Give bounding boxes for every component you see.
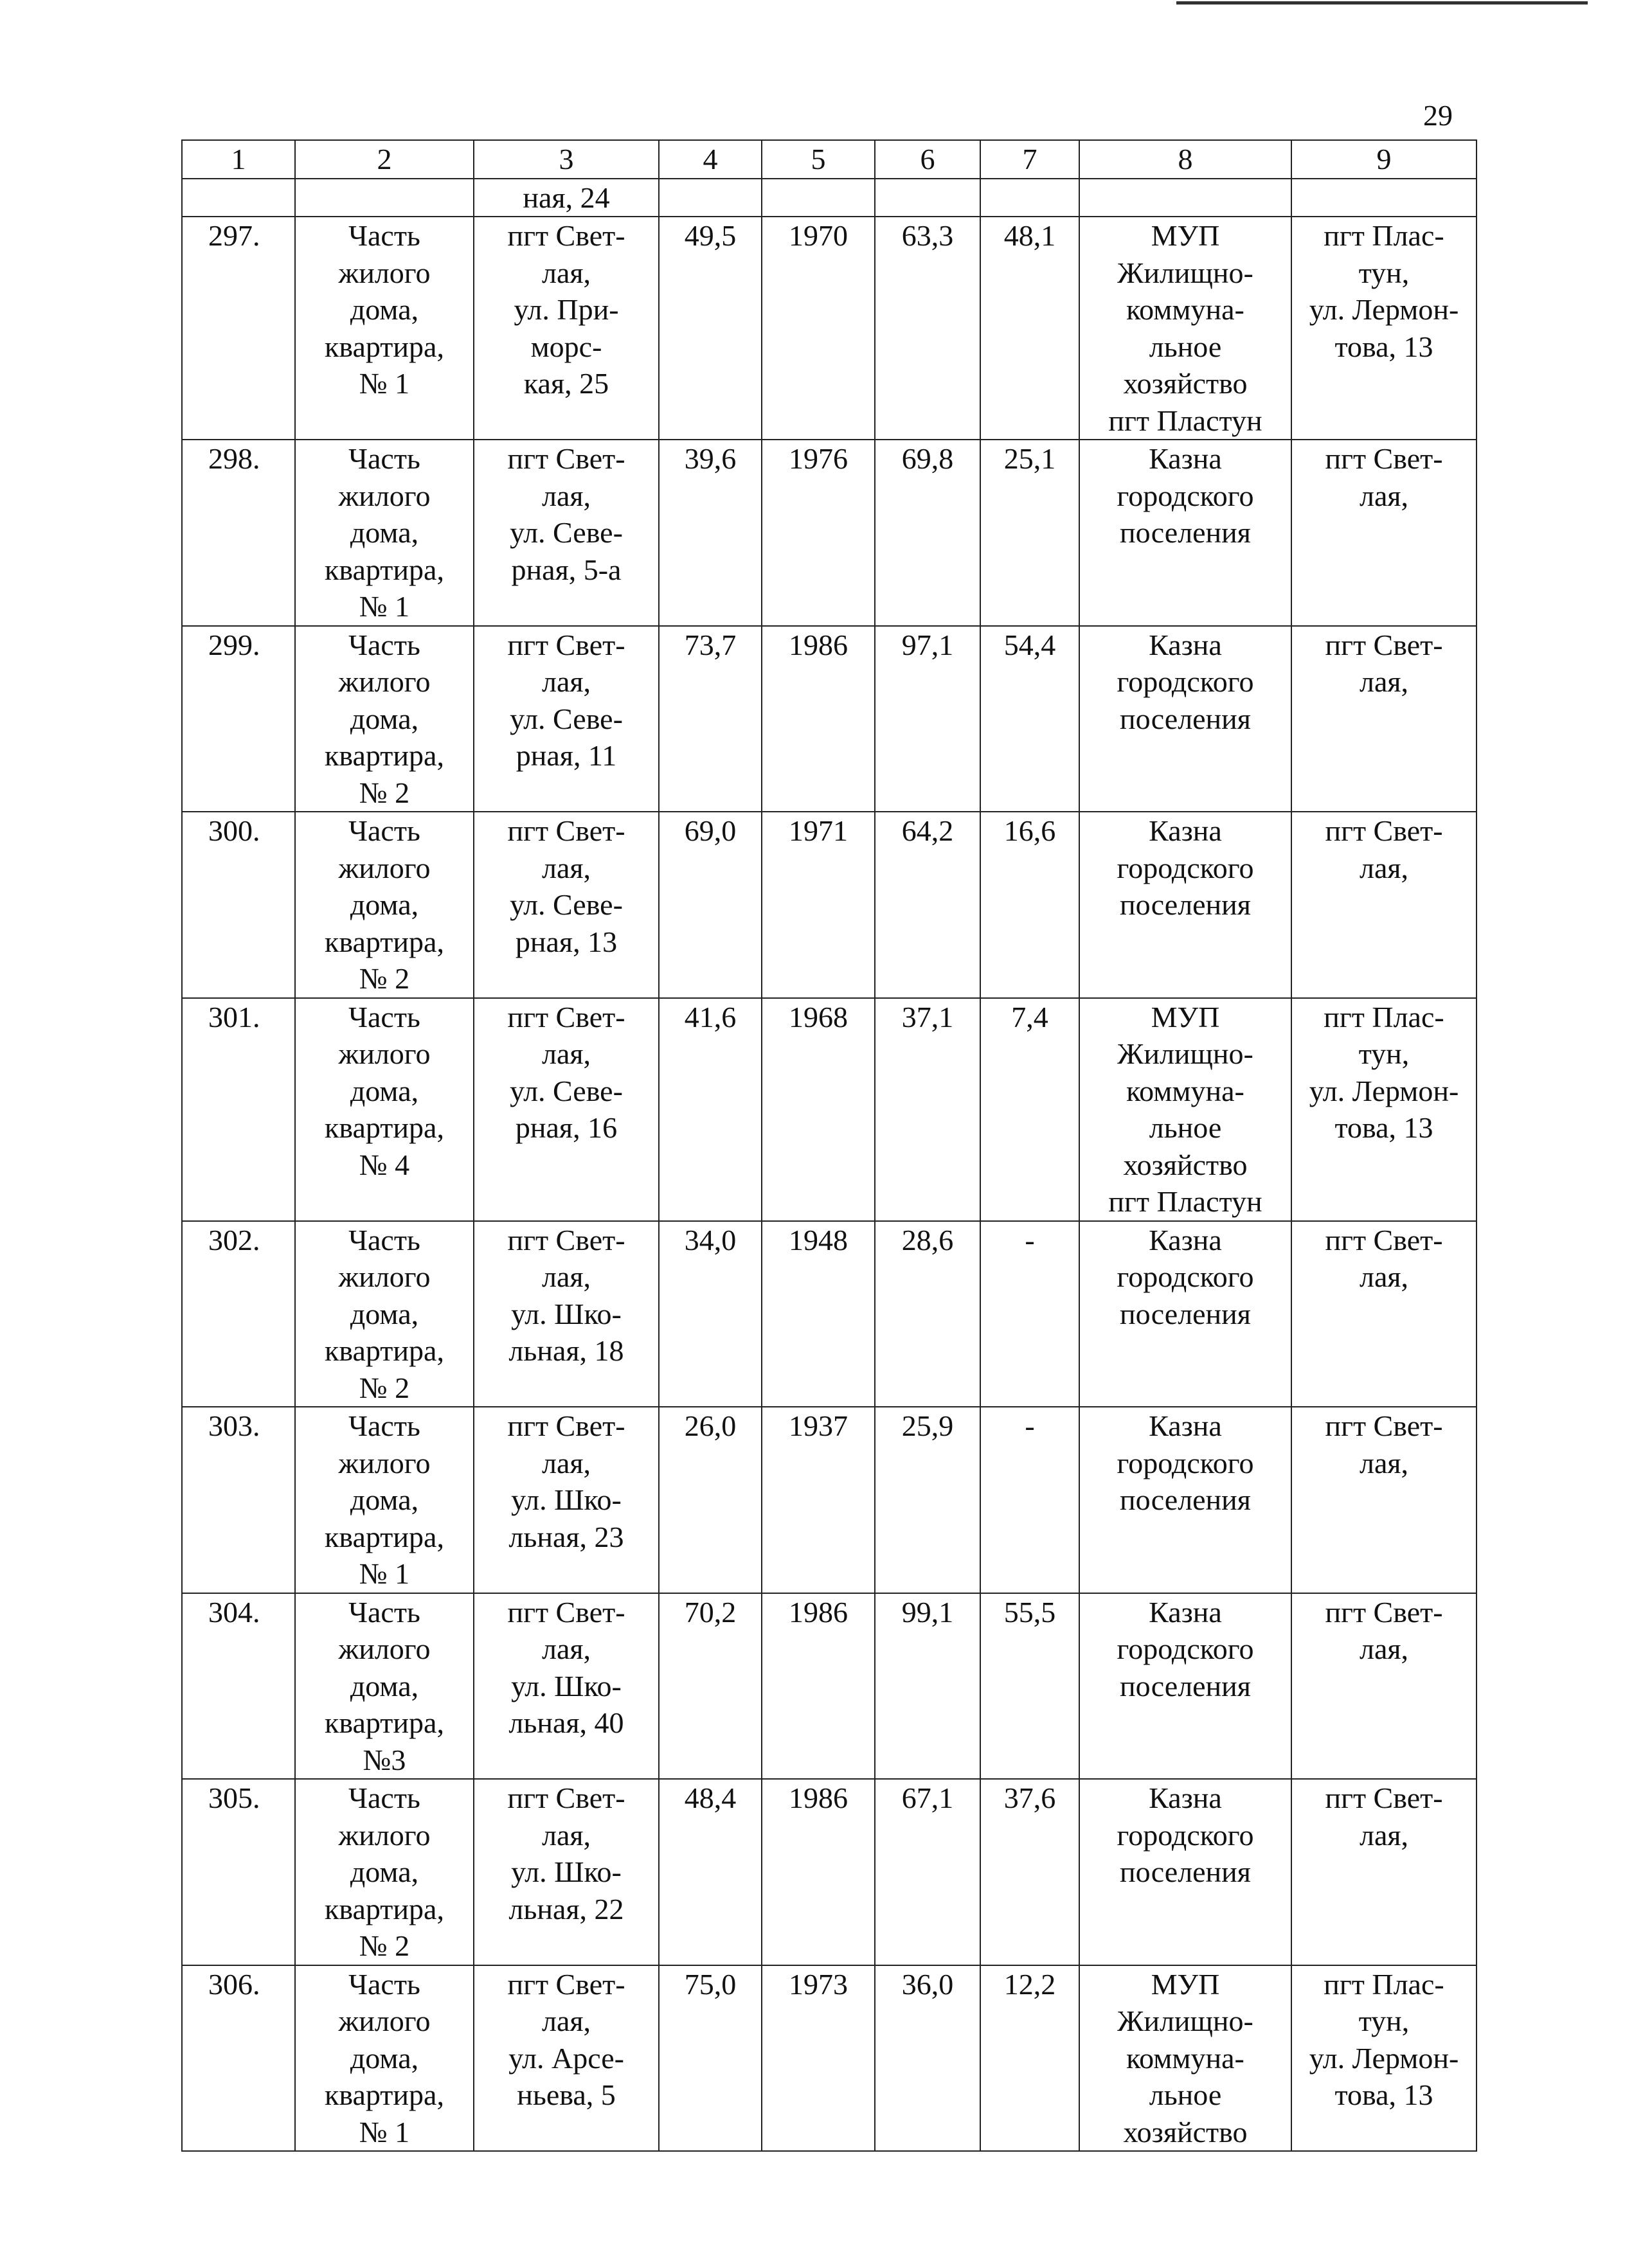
column-header: 8	[1079, 140, 1291, 179]
holder-address-cell: пгт Плас- тун, ул. Лермон- това, 13	[1291, 217, 1477, 440]
area-cell: 26,0	[659, 1407, 762, 1593]
row-number-cell: 303.	[182, 1407, 295, 1593]
scan-edge-line	[1176, 1, 1588, 4]
wear-cell: 64,2	[875, 812, 980, 998]
address-cell: пгт Свет- лая, ул. Севе- рная, 16	[474, 998, 659, 1221]
year-cell: 1971	[762, 812, 875, 998]
year-cell: 1968	[762, 998, 875, 1221]
holder-cell: Казна городского поселения	[1079, 812, 1291, 998]
object-name-cell: Часть жилого дома, квартира, № 2	[295, 1221, 474, 1407]
column-header: 2	[295, 140, 474, 179]
area-cell: 49,5	[659, 217, 762, 440]
cost-cell: 54,4	[980, 626, 1079, 812]
object-name-cell: Часть жилого дома, квартира, № 2	[295, 812, 474, 998]
row-number-cell: 297.	[182, 217, 295, 440]
wear-cell: 36,0	[875, 1965, 980, 2152]
holder-address-cell: пгт Свет- лая,	[1291, 1407, 1477, 1593]
holder-cell: МУП Жилищно- коммуна- льное хозяйство пгт Пластун	[1079, 217, 1291, 440]
object-name-cell: Часть жилого дома, квартира, № 1	[295, 1965, 474, 2152]
column-number-row	[182, 140, 1477, 179]
address-cell: пгт Свет- лая, ул. Шко- льная, 23	[474, 1407, 659, 1593]
table-row	[182, 1407, 1477, 1593]
area-cell: 41,6	[659, 998, 762, 1221]
cost-cell: 55,5	[980, 1593, 1079, 1780]
cost-cell: 12,2	[980, 1965, 1079, 2152]
table-row	[182, 1221, 1477, 1407]
cost-cell: 48,1	[980, 217, 1079, 440]
row-number-cell: 302.	[182, 1221, 295, 1407]
object-name-cell: Часть жилого дома, квартира, № 1	[295, 440, 474, 626]
year-cell: 1986	[762, 1779, 875, 1965]
year-cell: 1976	[762, 440, 875, 626]
holder-cell: Казна городского поселения	[1079, 440, 1291, 626]
area-cell: 70,2	[659, 1593, 762, 1780]
table-row	[182, 1965, 1477, 2152]
wear-cell: 67,1	[875, 1779, 980, 1965]
table-row	[182, 440, 1477, 626]
property-registry-table	[181, 139, 1477, 2152]
holder-address-cell: пгт Плас- тун, ул. Лермон- това, 13	[1291, 998, 1477, 1221]
area-cell: 34,0	[659, 1221, 762, 1407]
object-name-cell: Часть жилого дома, квартира, №3	[295, 1593, 474, 1780]
year-cell: 1973	[762, 1965, 875, 2152]
holder-cell: Казна городского поселения	[1079, 1407, 1291, 1593]
year-cell: 1986	[762, 626, 875, 812]
area-cell: 48,4	[659, 1779, 762, 1965]
row-number-cell: 305.	[182, 1779, 295, 1965]
cost-cell: 37,6	[980, 1779, 1079, 1965]
wear-cell: 63,3	[875, 217, 980, 440]
column-header: 9	[1291, 140, 1477, 179]
year-cell	[762, 179, 875, 217]
holder-address-cell: пгт Свет- лая,	[1291, 1221, 1477, 1407]
address-cell: пгт Свет- лая, ул. Севе- рная, 5-а	[474, 440, 659, 626]
address-cell: пгт Свет- лая, ул. Шко- льная, 18	[474, 1221, 659, 1407]
cost-cell: 16,6	[980, 812, 1079, 998]
column-header: 4	[659, 140, 762, 179]
year-cell: 1986	[762, 1593, 875, 1780]
holder-address-cell: пгт Свет- лая,	[1291, 812, 1477, 998]
holder-address-cell: пгт Свет- лая,	[1291, 1779, 1477, 1965]
column-header: 5	[762, 140, 875, 179]
holder-address-cell: пгт Свет- лая,	[1291, 440, 1477, 626]
row-number-cell: 301.	[182, 998, 295, 1221]
holder-cell: Казна городского поселения	[1079, 626, 1291, 812]
page-number: 29	[1423, 99, 1453, 132]
table-row	[182, 998, 1477, 1221]
holder-cell: МУП Жилищно- коммуна- льное хозяйство	[1079, 1965, 1291, 2152]
column-header: 3	[474, 140, 659, 179]
cost-cell: -	[980, 1407, 1079, 1593]
table-row	[182, 812, 1477, 998]
area-cell: 69,0	[659, 812, 762, 998]
row-number-cell: 306.	[182, 1965, 295, 2152]
wear-cell: 69,8	[875, 440, 980, 626]
holder-cell: Казна городского поселения	[1079, 1221, 1291, 1407]
object-name-cell: Часть жилого дома, квартира, № 4	[295, 998, 474, 1221]
wear-cell: 99,1	[875, 1593, 980, 1780]
holder-address-cell: пгт Плас- тун, ул. Лермон- това, 13	[1291, 1965, 1477, 2152]
holder-cell	[1079, 179, 1291, 217]
cost-cell: 25,1	[980, 440, 1079, 626]
address-cell: пгт Свет- лая, ул. Севе- рная, 11	[474, 626, 659, 812]
wear-cell: 97,1	[875, 626, 980, 812]
object-name-cell: Часть жилого дома, квартира, № 2	[295, 1779, 474, 1965]
holder-cell: МУП Жилищно- коммуна- льное хозяйство пгт Пластун	[1079, 998, 1291, 1221]
holder-cell: Казна городского поселения	[1079, 1593, 1291, 1780]
table-row	[182, 217, 1477, 440]
holder-address-cell: пгт Свет- лая,	[1291, 626, 1477, 812]
object-name-cell	[295, 179, 474, 217]
area-cell: 39,6	[659, 440, 762, 626]
table-row	[182, 1593, 1477, 1780]
cost-cell: 7,4	[980, 998, 1079, 1221]
year-cell: 1948	[762, 1221, 875, 1407]
address-cell: пгт Свет- лая, ул. Шко- льная, 40	[474, 1593, 659, 1780]
wear-cell: 37,1	[875, 998, 980, 1221]
table-row	[182, 179, 1477, 217]
column-header: 7	[980, 140, 1079, 179]
table-row	[182, 626, 1477, 812]
address-cell: пгт Свет- лая, ул. Арсе- ньева, 5	[474, 1965, 659, 2152]
row-number-cell: 304.	[182, 1593, 295, 1780]
cost-cell: -	[980, 1221, 1079, 1407]
holder-address-cell	[1291, 179, 1477, 217]
address-cell: пгт Свет- лая, ул. Севе- рная, 13	[474, 812, 659, 998]
address-cell: пгт Свет- лая, ул. При- морс- кая, 25	[474, 217, 659, 440]
address-cell: ная, 24	[474, 179, 659, 217]
holder-address-cell: пгт Свет- лая,	[1291, 1593, 1477, 1780]
object-name-cell: Часть жилого дома, квартира, № 2	[295, 626, 474, 812]
wear-cell	[875, 179, 980, 217]
row-number-cell: 298.	[182, 440, 295, 626]
holder-cell: Казна городского поселения	[1079, 1779, 1291, 1965]
address-cell: пгт Свет- лая, ул. Шко- льная, 22	[474, 1779, 659, 1965]
area-cell: 73,7	[659, 626, 762, 812]
column-header: 6	[875, 140, 980, 179]
object-name-cell: Часть жилого дома, квартира, № 1	[295, 1407, 474, 1593]
table-row	[182, 1779, 1477, 1965]
area-cell	[659, 179, 762, 217]
area-cell: 75,0	[659, 1965, 762, 2152]
year-cell: 1937	[762, 1407, 875, 1593]
row-number-cell	[182, 179, 295, 217]
row-number-cell: 299.	[182, 626, 295, 812]
year-cell: 1970	[762, 217, 875, 440]
object-name-cell: Часть жилого дома, квартира, № 1	[295, 217, 474, 440]
cost-cell	[980, 179, 1079, 217]
column-header: 1	[182, 140, 295, 179]
wear-cell: 28,6	[875, 1221, 980, 1407]
row-number-cell: 300.	[182, 812, 295, 998]
wear-cell: 25,9	[875, 1407, 980, 1593]
